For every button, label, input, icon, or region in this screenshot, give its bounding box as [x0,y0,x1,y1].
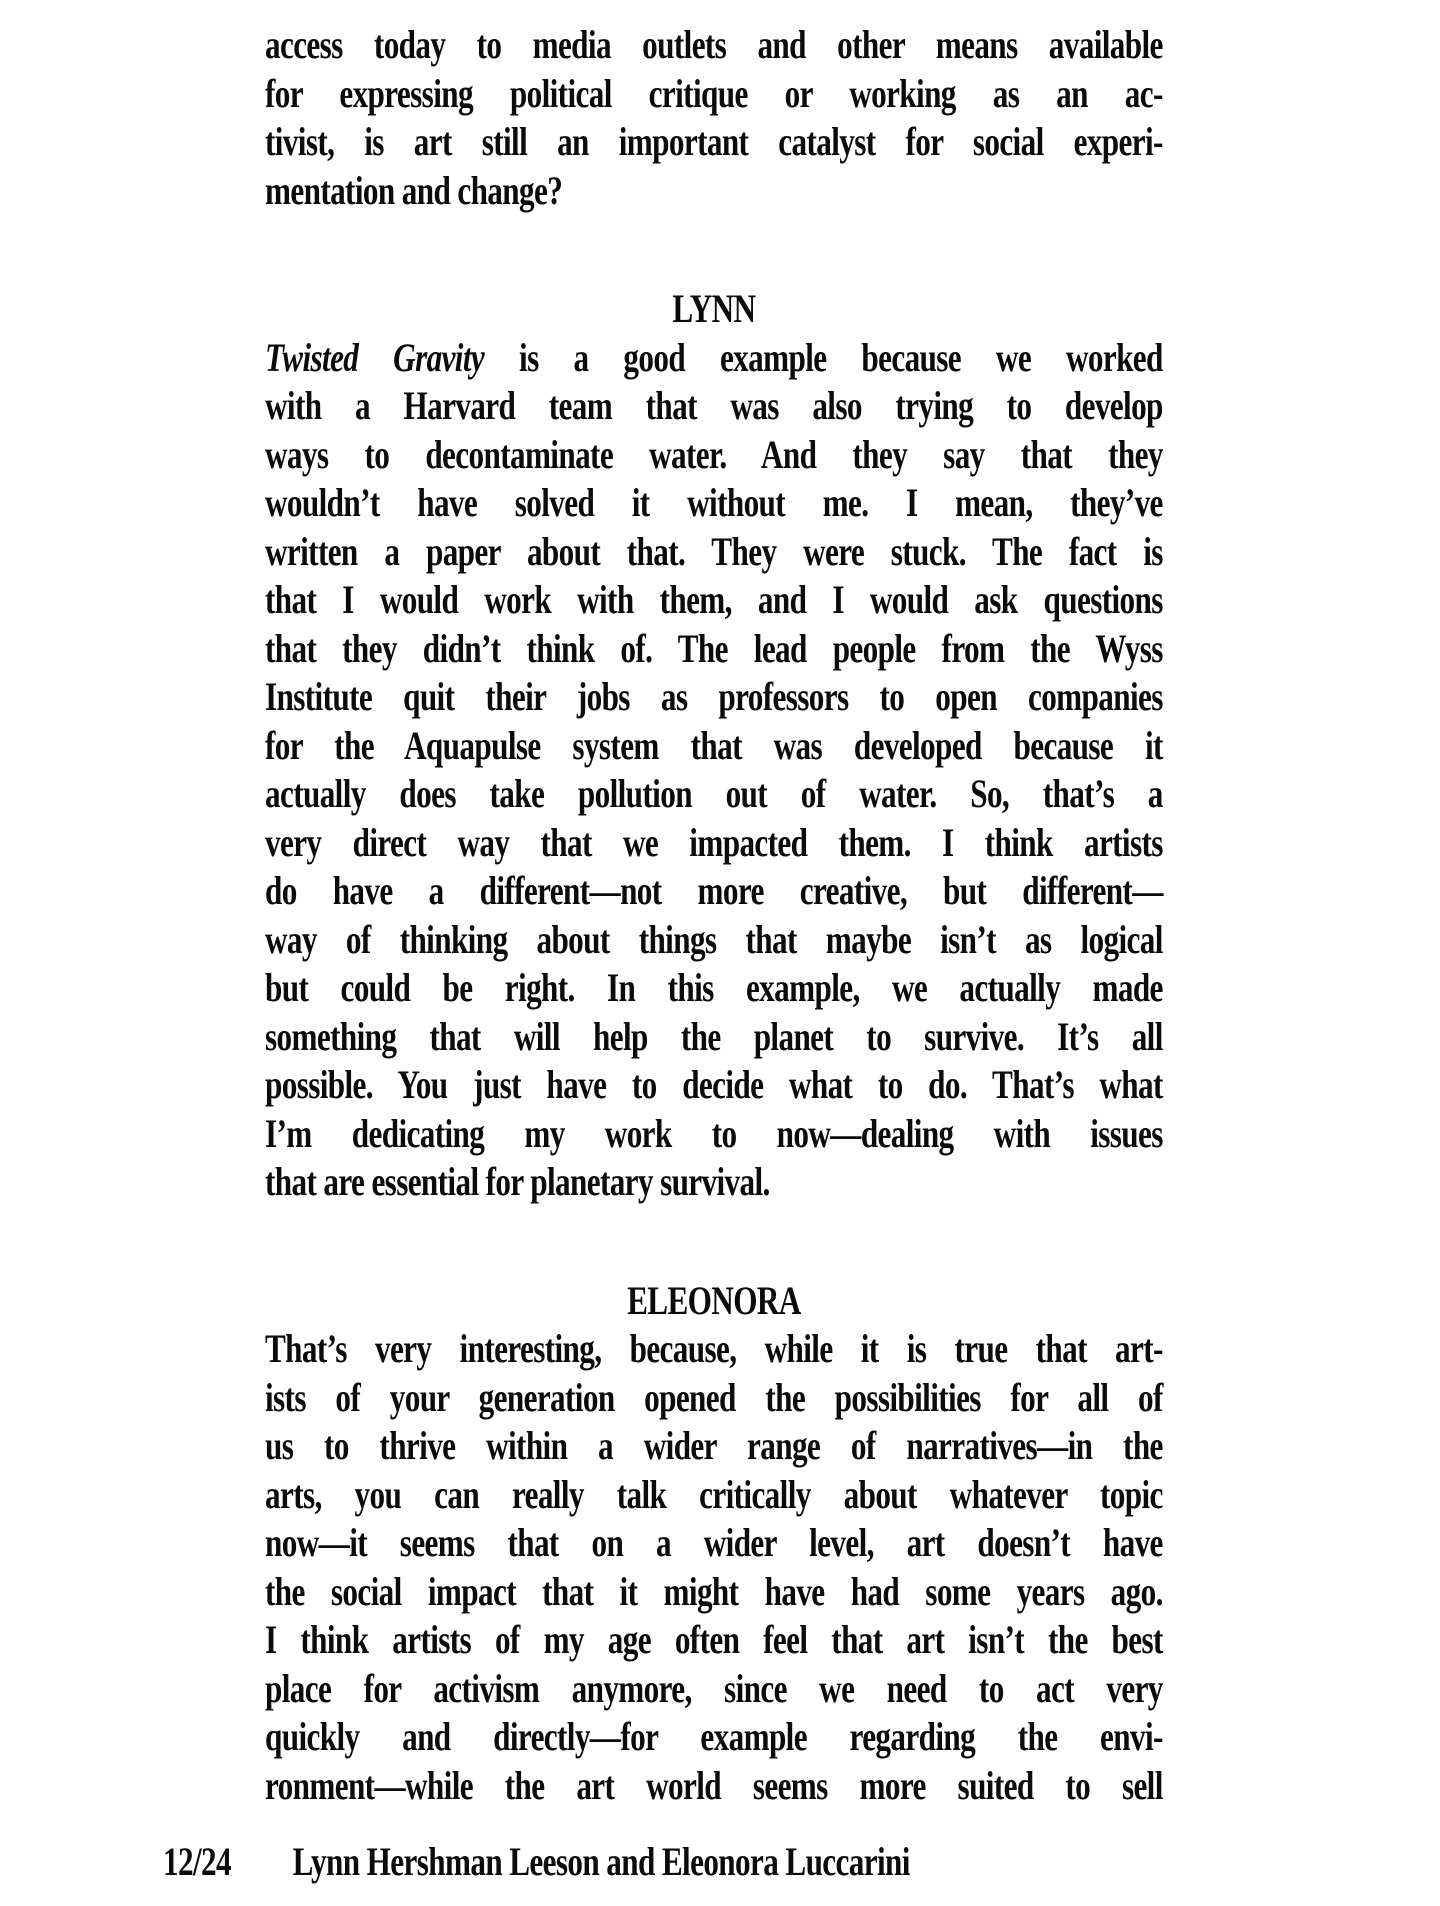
text-segment: mentation and change? [265,167,563,213]
text-segment: possible. You just have to decide what to do. That’s what [265,1062,1163,1107]
text-segment: something that will help the planet to survive. It’s all [265,1013,1163,1059]
page-footer [163,1838,1255,1887]
text-line [265,1158,1163,1207]
text-segment: with a Harvard team that was also trying to develop [265,383,1163,428]
text-segment: tivist, is art still an important catalyst for social experi- [265,119,1163,164]
text-line [265,167,1163,216]
text-line [265,1422,1163,1471]
text-segment: now—it seems that on a wider level, art doesn’t have [265,1520,1163,1565]
speaker-heading-eleonora: ELEONORA [627,1277,801,1323]
text-line [265,1568,1163,1617]
text-line [265,1061,1163,1110]
text-segment: written a paper about that. They were stuck. The fact is [265,528,1163,574]
lynn-response-paragraph [265,334,1163,1207]
text-line [265,1374,1163,1423]
text-segment: ronment—while the art world seems more suited to sell [265,1762,1163,1808]
text-line [265,431,1163,480]
text-segment: the social impact that it might have had some years ago. [265,1568,1163,1614]
text-line [265,70,1163,119]
text-segment: that they didn’t think of. The lead people from the Wyss [265,625,1163,671]
eleonora-response-paragraph [265,1325,1163,1810]
text-segment: very direct way that we impacted them. I think artists [265,819,1163,865]
text-segment: ways to decontaminate water. And they say that they [265,431,1163,477]
text-segment: for expressing political critique or working as an ac- [265,70,1163,116]
text-line [265,722,1163,771]
text-line [265,916,1163,965]
text-segment: access today to media outlets and other means available [265,22,1163,67]
text-segment: that I would work with them, and I would ask questions [265,577,1163,622]
text-line [265,770,1163,819]
text-segment: that are essential for planetary survival. [265,1159,770,1204]
text-segment: for the Aquapulse system that was developed because it [265,722,1163,768]
text-segment: actually does take pollution out of water. So, that’s a [265,771,1163,816]
text-line [265,334,1163,383]
text-segment: ists of your generation opened the possibilities for all of [265,1374,1163,1420]
text-line [265,479,1163,528]
text-line [265,576,1163,625]
text-segment: is a good example because we worked [484,334,1163,380]
text-segment: Institute quit their jobs as professors to open companies [265,674,1163,719]
text-segment: wouldn’t have solved it without me. I mean, they’ve [265,480,1163,525]
text-segment: way of thinking about things that maybe isn’t as logical [265,916,1163,962]
text-line [265,867,1163,916]
text-line [265,625,1163,674]
text-column [265,21,1163,1810]
text-line [265,1616,1163,1665]
text-line [265,1013,1163,1062]
italic-artwork-title: Twisted Gravity [265,334,485,380]
text-line [265,382,1163,431]
text-segment: arts, you can really talk critically about whatever topic [265,1471,1163,1517]
text-line [265,1713,1163,1762]
text-segment: place for activism anymore, since we need to act very [265,1665,1163,1711]
text-line [265,1325,1163,1374]
text-segment: quickly and directly—for example regarding the envi- [265,1714,1163,1759]
text-line [265,1665,1163,1714]
text-line [265,21,1163,70]
text-segment: but could be right. In this example, we actually made [265,965,1163,1010]
footer-byline: Lynn Hershman Leeson and Eleonora Luccarini [292,1839,910,1884]
text-line [265,673,1163,722]
text-line [265,1110,1163,1159]
text-line [265,964,1163,1013]
text-line [265,528,1163,577]
text-segment: That’s very interesting, because, while it is true that art- [265,1326,1163,1371]
question-continuation-paragraph [265,21,1163,215]
text-line [265,819,1163,868]
text-segment: do have a different—not more creative, but different— [265,868,1163,913]
text-line [265,1471,1163,1520]
page-number: 12/24 [163,1839,231,1884]
text-segment: us to thrive within a wider range of narratives—in the [265,1423,1163,1468]
text-line [265,118,1163,167]
speaker-heading-lynn: LYNN [672,286,756,331]
text-line [265,1519,1163,1568]
text-segment: I’m dedicating my work to now—dealing with issues [265,1110,1163,1156]
text-segment: I think artists of my age often feel that art isn’t the best [265,1617,1163,1662]
text-line [265,1762,1163,1811]
